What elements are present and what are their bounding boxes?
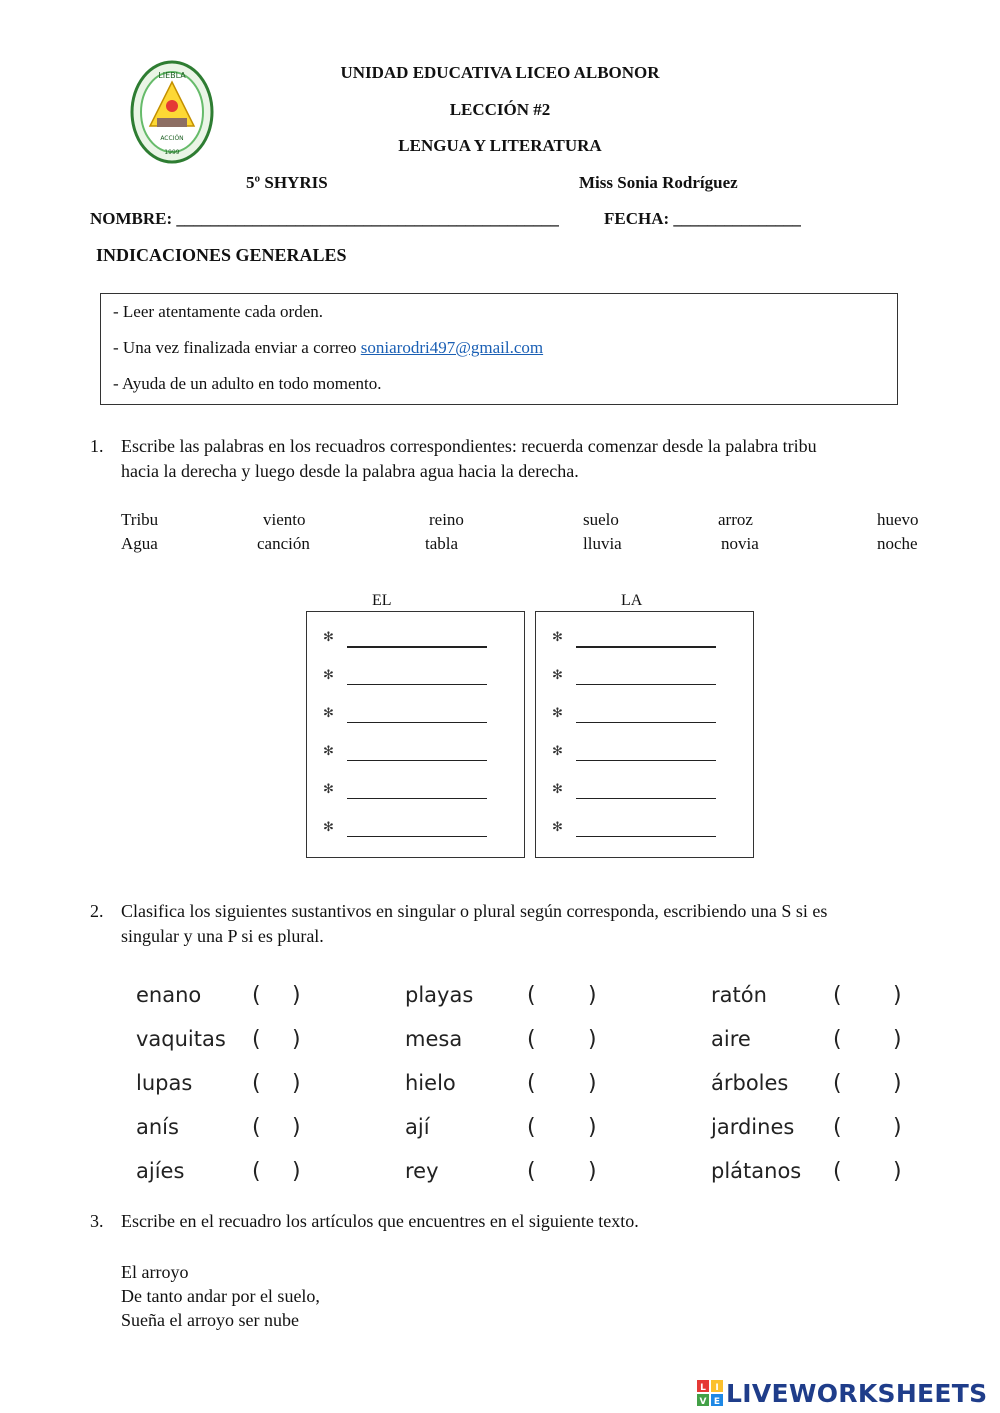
instruction-line-2 [113, 338, 543, 358]
answer-paren-open[interactable]: ( [833, 983, 842, 1008]
name-row [90, 209, 559, 229]
instruction-line-3: - Ayuda de un adulto en todo momento. [113, 374, 382, 393]
word-item: canción [257, 534, 310, 553]
la-answer-line[interactable] [576, 836, 716, 837]
el-answer-line[interactable] [347, 646, 487, 648]
liveworksheets-watermark[interactable] [697, 1377, 987, 1409]
asterisk-icon: ✻ [552, 819, 563, 834]
word-item: tabla [425, 534, 459, 553]
poem-line-3: Sueña el arroyo ser nube [121, 1310, 299, 1330]
answer-paren-close[interactable]: ) [893, 983, 902, 1008]
noun-word: vaquitas [136, 1027, 226, 1051]
noun-word: ají [405, 1115, 430, 1139]
instruction-line-2-text: - Una vez finalizada enviar a correo [113, 338, 361, 357]
answer-paren-open[interactable]: ( [527, 1071, 536, 1096]
answer-paren-close[interactable]: ) [292, 983, 301, 1008]
noun-word: rey [405, 1159, 439, 1183]
name-label: NOMBRE: [90, 209, 177, 228]
answer-paren-close[interactable]: ) [893, 1071, 902, 1096]
la-answer-line[interactable] [576, 646, 716, 648]
la-answer-line[interactable] [576, 684, 716, 685]
el-answer-line[interactable] [347, 836, 487, 837]
asterisk-icon: ✻ [323, 705, 334, 720]
answer-paren-close[interactable]: ) [292, 1071, 301, 1096]
date-blank[interactable]: _______________ [673, 209, 801, 228]
noun-word: anís [136, 1115, 179, 1139]
poem-line-2: De tanto andar por el suelo, [121, 1286, 320, 1306]
noun-word: árboles [711, 1071, 789, 1095]
teacher-name: Miss Sonia Rodríguez [579, 173, 738, 192]
noun-word: enano [136, 983, 202, 1007]
word-item: huevo [877, 510, 919, 529]
date-label: FECHA: [604, 209, 674, 228]
noun-word: aire [711, 1027, 751, 1051]
noun-word: playas [405, 983, 474, 1007]
la-answer-line[interactable] [576, 722, 716, 723]
school-name: UNIDAD EDUCATIVA LICEO ALBONOR [340, 63, 660, 82]
word-item: lluvia [583, 534, 622, 553]
box-el-label: EL [372, 592, 392, 609]
answer-paren-close[interactable]: ) [292, 1027, 301, 1052]
answer-paren-open[interactable]: ( [527, 1159, 536, 1184]
box-el [306, 611, 525, 858]
q1-text-line-2: hacia la derecha y luego desde la palabra agua hacia la derecha. [121, 461, 579, 481]
asterisk-icon: ✻ [323, 667, 334, 682]
el-answer-line[interactable] [347, 722, 487, 723]
asterisk-icon: ✻ [323, 781, 334, 796]
el-answer-line[interactable] [347, 684, 487, 685]
logo-year: 1999 [164, 149, 180, 156]
q2-text-line-1: Clasifica los siguientes sustantivos en singular o plural según corresponda, escribiendo una S si es [121, 901, 828, 921]
asterisk-icon: ✻ [552, 743, 563, 758]
date-row [604, 209, 801, 229]
box-la-label: LA [621, 592, 643, 609]
logo-letter: I [715, 1383, 719, 1393]
answer-paren-open[interactable]: ( [252, 983, 261, 1008]
el-answer-line[interactable] [347, 760, 487, 761]
asterisk-icon: ✻ [552, 667, 563, 682]
answer-paren-open[interactable]: ( [252, 1115, 261, 1140]
asterisk-icon: ✻ [552, 629, 563, 644]
answer-paren-open[interactable]: ( [527, 1027, 536, 1052]
lesson-title: LECCIÓN #2 [449, 100, 551, 119]
la-answer-line[interactable] [576, 798, 716, 799]
answer-paren-close[interactable]: ) [588, 1159, 597, 1184]
logo-motto: ACCIÓN [160, 135, 184, 142]
word-item: viento [263, 510, 306, 529]
answer-paren-close[interactable]: ) [893, 1027, 902, 1052]
instructions-box [100, 293, 898, 405]
name-blank[interactable]: _____________________________________________ [176, 209, 559, 228]
word-item: Tribu [121, 510, 159, 529]
watermark-text: LIVEWORKSHEETS [726, 1378, 988, 1408]
liveworksheets-logo-icon [697, 1380, 723, 1406]
poem-line-1: El arroyo [121, 1262, 189, 1282]
noun-word: hielo [405, 1071, 456, 1095]
asterisk-icon: ✻ [323, 743, 334, 758]
logo-letter: L [700, 1383, 706, 1393]
instructions-title: INDICACIONES GENERALES [96, 245, 347, 265]
answer-paren-close[interactable]: ) [588, 983, 597, 1008]
noun-word: mesa [405, 1027, 463, 1051]
answer-paren-open[interactable]: ( [252, 1027, 261, 1052]
la-answer-line[interactable] [576, 760, 716, 761]
noun-word: ajíes [136, 1159, 185, 1183]
noun-word: lupas [136, 1071, 193, 1095]
logo-letter: E [713, 1397, 721, 1406]
q3-number: 3. [90, 1211, 104, 1231]
instruction-line-1: - Leer atentamente cada orden. [113, 302, 324, 321]
asterisk-icon: ✻ [323, 819, 334, 834]
word-item: Agua [121, 534, 158, 553]
answer-paren-open[interactable]: ( [833, 1115, 842, 1140]
noun-word: jardines [711, 1115, 795, 1139]
word-item: noche [877, 534, 918, 553]
q1-text-line-1: Escribe las palabras en los recuadros correspondientes: recuerda comenzar desde la palabra tribu [121, 436, 817, 456]
answer-paren-open[interactable]: ( [527, 1115, 536, 1140]
answer-paren-close[interactable]: ) [588, 1115, 597, 1140]
word-item: arroz [718, 510, 753, 529]
noun-word: ratón [711, 983, 767, 1007]
answer-paren-close[interactable]: ) [893, 1115, 902, 1140]
q3-text: Escribe en el recuadro los artículos que encuentres en el siguiente texto. [121, 1211, 639, 1231]
el-answer-line[interactable] [347, 798, 487, 799]
word-item: suelo [583, 510, 619, 529]
answer-paren-close[interactable]: ) [588, 1027, 597, 1052]
asterisk-icon: ✻ [552, 781, 563, 796]
answer-paren-open[interactable]: ( [833, 1027, 842, 1052]
answer-paren-open[interactable]: ( [252, 1159, 261, 1184]
logo-letter: V [699, 1397, 707, 1406]
answer-paren-open[interactable]: ( [252, 1071, 261, 1096]
logo-text: LIEBLA [158, 71, 186, 80]
asterisk-icon: ✻ [552, 705, 563, 720]
asterisk-icon: ✻ [323, 629, 334, 644]
answer-paren-open[interactable]: ( [833, 1159, 842, 1184]
answer-paren-open[interactable]: ( [527, 983, 536, 1008]
box-la [535, 611, 754, 858]
q2-number: 2. [90, 901, 104, 921]
q2-text-line-2: singular y una P si es plural. [121, 926, 324, 946]
noun-word: plátanos [711, 1159, 802, 1183]
email-link[interactable]: soniarodri497@gmail.com [360, 338, 544, 357]
answer-paren-close[interactable]: ) [893, 1159, 902, 1184]
subject-title: LENGUA Y LITERATURA [398, 136, 602, 155]
answer-paren-close[interactable]: ) [292, 1115, 301, 1140]
answer-paren-open[interactable]: ( [833, 1071, 842, 1096]
word-item: reino [429, 510, 464, 529]
grade-label: 5º SHYRIS [246, 173, 328, 192]
answer-paren-close[interactable]: ) [292, 1159, 301, 1184]
q1-number: 1. [90, 436, 104, 456]
answer-paren-close[interactable]: ) [588, 1071, 597, 1096]
word-item: novia [721, 534, 759, 553]
